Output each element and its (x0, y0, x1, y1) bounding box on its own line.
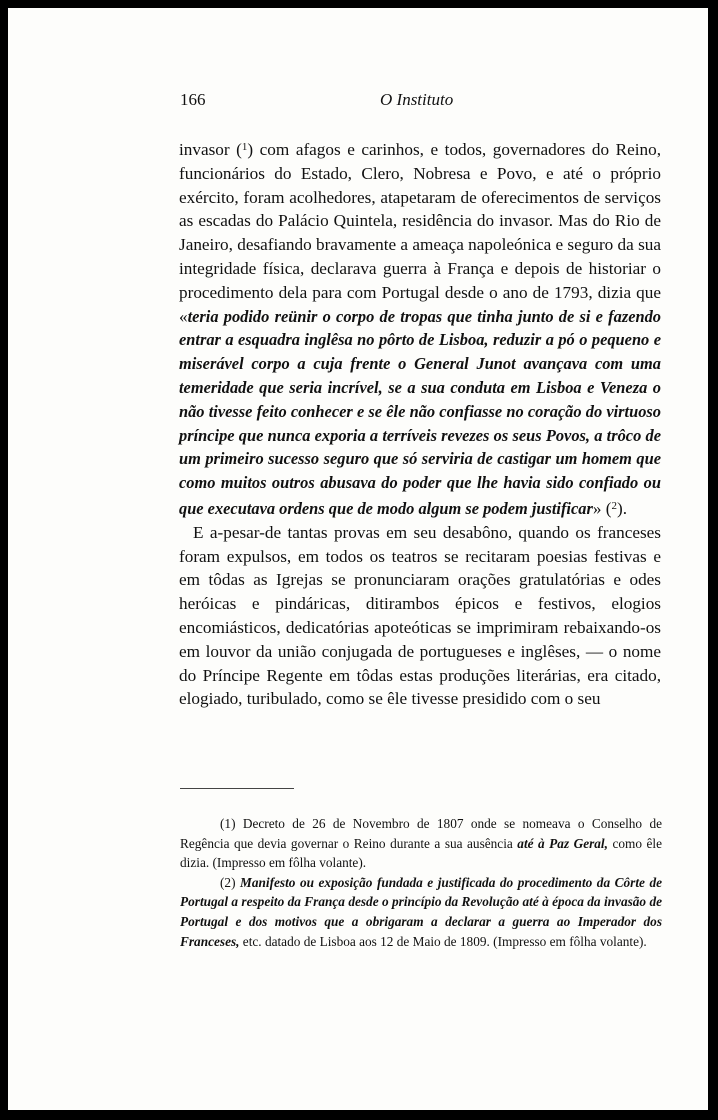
p1-start: invasor ( (179, 140, 242, 159)
page-header (180, 90, 660, 114)
footnote-1-mark: (1) (220, 816, 236, 831)
paragraph-2: E a-pesar-de tantas provas em seu desabôno, quando os franceses foram expulsos, em todos os teatros se recitaram poesias festivas e em tôdas as Igrejas se pronunciaram orações gratulatórias e odes heróicas e pindáricas, ditirambos épicos e festivos, elogios encomiásticos, dedicatórias apoteóticas se imprimiram rebaixando-os em louvor da união conjugada de portugueses e inglêses, — o nome do Príncipe Regente em tôdas estas produções literárias, era citado, elogiado, turibulado, como se êle tivesse presidido com o seu (179, 522, 661, 709)
p1-text: ) com afagos e carinhos, e todos, governadores do Reino, funcionários do Estado, Clero, Nobresa e Povo, e até o próprio exército, foram acolhedores, atapetaram de oferecimentos de serviços as escadas do Palácio Quintela, residência do invasor. Mas do Rio de Janeiro, desafiando bravamente a ameaça napoleónica e seguro da sua integridade física, declarava guerra à França e depois de historiar o procedimento dela para com Portugal desde o ano de 1793, dizia que « (179, 140, 662, 326)
running-title: O Instituto (380, 90, 454, 109)
quotation: teria podido reünir o corpo de tropas que tinha junto de si e fazendo entrar a esquadra inglêsa no pôrto de Lisboa, reduzir a pó o pequeno e miserável corpo a cuja frente o General Junot avançava com uma temeridade que seria incrível, se a sua conduta em Lisboa e Veneza o não tivesse feito conhecer e se êle não confiasse no coração do virtuoso príncipe que nunca exporia a terríveis revezes os seus Povos, a trôco de um primeiro sucesso seguro que só serviria de castigar um homem que como muitos outros abusava do poder que lhe havia sido confiado ou que executava ordens que de modo algum se podem justificar (179, 306, 661, 518)
footnote-2-italic: Manifesto ou exposição fundada e justificada do procedimento da Côrte de Portugal a respeito da França desde o princípio da Revolução até à época da invasão de Portugal e dos motivos que a obrigaram a declarar a guerra ao Imperador dos Franceses, (180, 874, 662, 949)
p1-end-open: » ( (592, 498, 612, 518)
footnotes (180, 814, 662, 951)
page-number: 166 (180, 90, 206, 109)
footnote-1-text-a: Decreto de 26 de Novembro de 1807 onde se nomeava o Conselho de Regência que devia governar o Reino durante a sua ausência (180, 816, 662, 851)
paragraph-1 (179, 136, 661, 521)
footnote-ref-2: 2 (611, 499, 617, 512)
footnote-1-italic: até à Paz Geral, (517, 835, 608, 851)
book-page (8, 8, 708, 1110)
footnote-ref-1: 1 (241, 141, 248, 153)
footnote-2 (180, 873, 662, 951)
footnote-2-mark: (2) (220, 874, 236, 890)
footnote-divider (180, 788, 294, 789)
main-text (179, 136, 661, 711)
p1-end-close: ). (616, 498, 627, 518)
footnote-1-text-b: como êle dizia. (Impresso em fôlha volante). (180, 835, 662, 871)
footnote-1 (180, 814, 662, 873)
footnote-2-text: etc. datado de Lisboa aos 12 de Maio de 1809. (Impresso em fôlha volante). (239, 933, 647, 949)
